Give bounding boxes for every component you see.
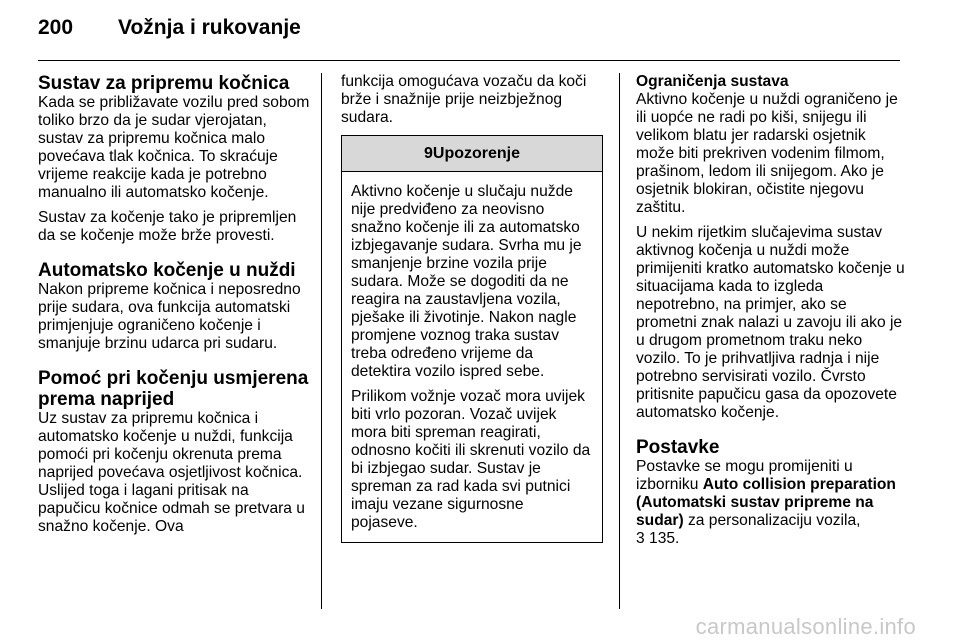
section-title: Automatsko kočenje u nuždi	[38, 260, 296, 281]
header-rule	[38, 60, 900, 61]
page-number: 200	[38, 16, 74, 39]
section-forward-brake-assist	[38, 368, 310, 536]
section-settings	[636, 437, 906, 548]
watermark: carmanualsonline.info	[695, 614, 916, 639]
paragraph: U nekim rijetkim slučajevima sustav aktivnog kočenja u nuždi može primijeniti kratko automatsko kočenje u situacijama kada to izgleda nepotrebno, na primjer, ako se prometni znak nalazi u zavoju ili ako je u drugom prometnom traku neko vozilo. To je prihvatljiva radnja i nije potrebno servisirati vozilo. Čvrsto pritisnite papučicu gasa da opozovete automatsko kočenje.	[636, 224, 905, 421]
page-reference-icon: 3	[636, 530, 645, 547]
paragraph: Kada se približavate vozilu pred sobom toliko brzo da je sudar vjerojatan, sustav za pripremu kočnica malo povećava tlak kočnica. To skraćuje vrijeme reakcije kada je potrebno manualno ili automatsko kočenje.	[38, 94, 310, 201]
warning-body	[342, 172, 602, 542]
column-1	[38, 73, 310, 551]
section-title: Sustav za pripremu kočnica	[38, 73, 290, 94]
section-title: Pomoć pri kočenju usmjerena prema naprijed	[38, 368, 309, 410]
column-divider	[321, 73, 322, 609]
section-title: Postavke	[636, 437, 720, 458]
column-3	[636, 73, 906, 563]
paragraph: Sustav za kočenje tako je pripremljen da se kočenje može brže provesti.	[38, 209, 297, 244]
warning-triangle-icon: 9	[423, 145, 433, 162]
section-system-limits	[636, 73, 906, 422]
page-reference: 135.	[644, 530, 680, 547]
paragraph: funkcija omogućava vozaču da koči brže i snažnije prije neizbježnog sudara.	[341, 73, 587, 126]
warning-header	[342, 136, 602, 172]
paragraph: Nakon pripreme kočnica i neposredno prije sudara, ova funkcija automatski primjenjuje ograničeno kočenje i smanjuje brzinu udarca pri sudaru.	[38, 281, 301, 352]
text: za personalizaciju vozila,	[683, 512, 861, 529]
warning-box	[341, 135, 603, 543]
paragraph: Aktivno kočenje u slučaju nužde nije predviđeno za neovisno snažno kočenje ili za automatsko izbjegavanje sudara. Svrha mu je smanjenje brzine vozila prije sudara. Može se dogoditi da ne reagira na zaustavljena vozila, pješake ili životinje. Nakon nagle promjene voznog traka sustav treba određeno vrijeme da detektira vozilo ispred sebe.	[351, 183, 582, 380]
column-2	[341, 73, 603, 543]
chapter-title: Vožnja i rukovanje	[118, 16, 301, 39]
paragraph: Uz sustav za pripremu kočnica i automatsko kočenje u nuždi, funkcija pomoći pri kočenju okrenuta prema naprijed povećava osjetljivost kočnica. Uslijed toga i lagani pritisak na papučicu kočnice odmah se pretvara u snažno kočenje. Ova	[38, 410, 305, 535]
page-header	[38, 16, 301, 40]
text: Postavke se mogu promijeniti u izborniku	[636, 458, 853, 493]
section-brake-prep	[38, 73, 310, 245]
paragraph: Prilikom vožnje vozač mora uvijek biti vrlo pozoran. Vozač uvijek mora biti spreman reagirati, odnosno kočiti ili skrenuti vozilo da bi izbjegao sudar. Sustav je spreman za rad kada svi putnici imaju vezane sigurnosne pojaseve.	[351, 388, 591, 531]
column-divider	[619, 73, 620, 609]
section-emergency-braking	[38, 260, 310, 353]
warning-title: Upozorenje	[432, 145, 521, 162]
menu-name: Auto collision preparation (Automatski sustav pripreme na sudar)	[636, 476, 896, 529]
subsection-title: Ograničenja sustava	[636, 73, 789, 90]
paragraph: Aktivno kočenje u nuždi ograničeno je ili uopće ne radi po kiši, snijegu ili velikom blatu jer radarski osjetnik može biti prekriven vodenim filmom, prašinom, ledom ili snijegom. Ako je osjetnik blokiran, očistite njegovu zaštitu.	[636, 91, 898, 216]
paragraph	[636, 458, 906, 548]
